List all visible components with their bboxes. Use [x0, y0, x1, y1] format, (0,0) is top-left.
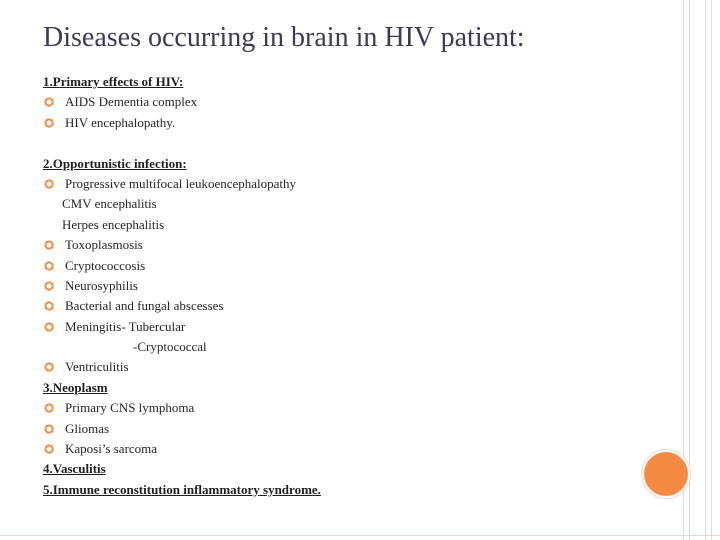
list-item [43, 317, 643, 337]
ring-bullet-icon [43, 321, 55, 333]
slide-title: Diseases occurring in brain in HIV patient: [43, 22, 525, 53]
list-item [43, 419, 643, 439]
ring-bullet-icon [43, 300, 55, 312]
section-heading: 2.Opportunistic infection: [43, 155, 187, 171]
section-heading: 5.Immune reconstitution inflammatory syndrome. [43, 481, 321, 497]
list-item [43, 235, 643, 255]
ring-bullet-icon [43, 423, 55, 435]
list-item-text: Ventriculitis [65, 359, 129, 375]
ring-bullet-icon [43, 361, 55, 373]
ring-bullet-icon [43, 402, 55, 414]
list-item [43, 357, 643, 377]
section-heading: 4.Vasculitis [43, 461, 106, 477]
ring-bullet-icon [43, 96, 55, 108]
list-item [43, 113, 643, 133]
ring-bullet-icon [43, 280, 55, 292]
frame-line [689, 0, 690, 540]
list-item-text: Gliomas [65, 420, 110, 436]
ring-bullet-icon [43, 178, 55, 190]
frame-line [705, 0, 706, 540]
list-item-text: HIV encephalopathy. [65, 114, 176, 130]
list-subitem: -Cryptococcal [133, 339, 207, 355]
list-subitem: CMV encephalitis [62, 196, 157, 212]
spacer [43, 133, 643, 153]
list-item [43, 276, 643, 296]
list-item [43, 174, 643, 194]
list-item-text: Toxoplasmosis [65, 237, 143, 253]
list-item-text: Neurosyphilis [65, 277, 138, 293]
list-item [43, 398, 643, 418]
list-item-text: Cryptococcosis [65, 257, 146, 273]
frame-line [0, 535, 720, 536]
list-item-text: Progressive multifocal leukoencephalopathy [65, 175, 297, 191]
list-item [43, 439, 643, 459]
list-item-text: Kaposi’s sarcoma [65, 441, 158, 457]
list-item-text: Bacterial and fungal abscesses [65, 298, 224, 314]
list-item [43, 256, 643, 276]
ring-bullet-icon [43, 260, 55, 272]
section-heading: 3.Neoplasm [43, 379, 108, 395]
slide-content [43, 72, 643, 500]
list-item-text: AIDS Dementia complex [65, 94, 198, 110]
ring-bullet-icon [43, 117, 55, 129]
section-heading: 1.Primary effects of HIV: [43, 74, 184, 89]
list-item [43, 92, 643, 112]
ring-bullet-icon [43, 239, 55, 251]
frame-line [711, 0, 712, 540]
list-item [43, 296, 643, 316]
list-item-text: Meningitis- Tubercular [65, 318, 186, 334]
ring-bullet-icon [43, 443, 55, 455]
decorative-circle [642, 450, 690, 498]
list-subitem: Herpes encephalitis [62, 216, 165, 232]
list-item-text: Primary CNS lymphoma [65, 400, 195, 416]
